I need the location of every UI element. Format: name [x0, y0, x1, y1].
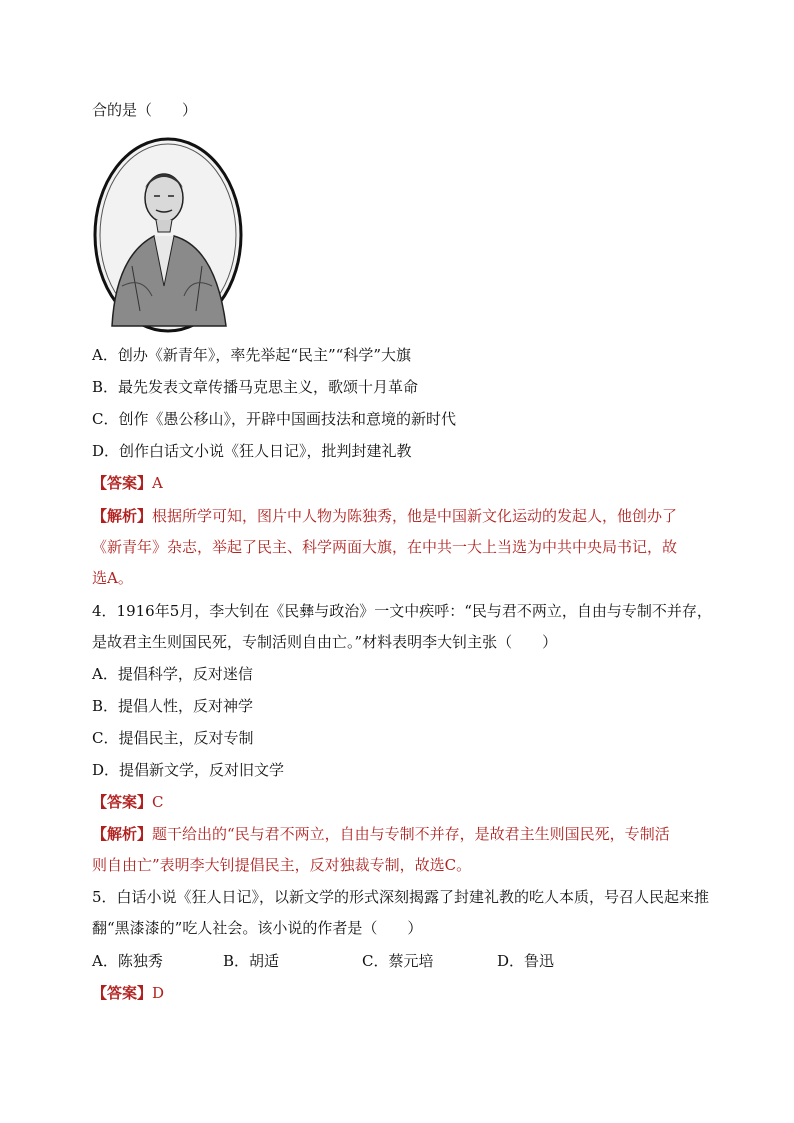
- q5-option-c: C．蔡元培: [362, 952, 434, 970]
- q4-answer: [92, 792, 164, 812]
- answer-label: 【答案】: [92, 474, 153, 492]
- q3-analysis-line-2: 《新青年》杂志，举起了民主、科学两面大旗，在中共一大上当选为中共中央局书记，故: [92, 538, 678, 556]
- q3-answer: [92, 473, 163, 493]
- q3-option-b: B．最先发表文章传播马克思主义，歌颂十月革命: [92, 378, 419, 396]
- q4-option-c: C．提倡民主，反对专制: [92, 729, 254, 747]
- q3-option-d: D．创作白话文小说《狂人日记》，批判封建礼教: [92, 442, 412, 460]
- q4-option-b: B．提倡人性，反对神学: [92, 697, 254, 715]
- analysis-text: 题干给出的“民与君不两立，自由与专制不并存，是故君主生则国民死，专制活: [152, 825, 670, 843]
- analysis-text: 根据所学可知，图片中人物为陈独秀，他是中国新文化运动的发起人，他创办了: [152, 507, 678, 525]
- q4-stem-line-2: 是故君主生则国民死，专制活则自由亡。”材料表明李大钊主张（ ）: [92, 633, 558, 651]
- answer-label: 【答案】: [92, 984, 153, 1002]
- q4-analysis-line-1: [92, 824, 670, 844]
- q4-stem-line-1: 4．1916年5月，李大钊在《民彝与政治》一文中疾呼：“民与君不两立，自由与专制不并存，: [92, 602, 712, 620]
- q5-stem-line-2: 翻“黑漆漆的”吃人社会。该小说的作者是（ ）: [92, 919, 423, 937]
- q4-analysis-line-2: 则自由亡”表明李大钊提倡民主，反对独裁专制，故选C。: [92, 856, 472, 874]
- answer-value: C: [152, 793, 164, 811]
- q4-option-d: D．提倡新文学，反对旧文学: [92, 761, 285, 779]
- q3-option-a: A．创办《新青年》，率先举起“民主”“科学”大旗: [92, 346, 412, 364]
- analysis-label: 【解析】: [92, 825, 153, 843]
- q3-option-c: C．创作《愚公移山》，开辟中国画技法和意境的新时代: [92, 410, 456, 428]
- answer-value: D: [152, 984, 165, 1002]
- analysis-label: 【解析】: [92, 507, 153, 525]
- q3-analysis-line-1: [92, 506, 677, 526]
- answer-value: A: [152, 474, 163, 492]
- answer-label: 【答案】: [92, 793, 153, 811]
- q5-option-d: D．鲁迅: [497, 952, 555, 970]
- portrait-image: [92, 136, 244, 334]
- q3-analysis-line-3: 选A。: [92, 569, 133, 587]
- q5-option-b: B．胡适: [223, 952, 280, 970]
- q5-stem-line-1: 5．白话小说《狂人日记》，以新文学的形式深刻揭露了封建礼教的吃人本质，号召人民起来推: [92, 888, 710, 906]
- q5-option-a: A．陈独秀: [92, 952, 163, 970]
- q3-stem-tail: 合的是（ ）: [92, 101, 198, 119]
- q5-answer: [92, 983, 164, 1003]
- q4-option-a: A．提倡科学，反对迷信: [92, 665, 253, 683]
